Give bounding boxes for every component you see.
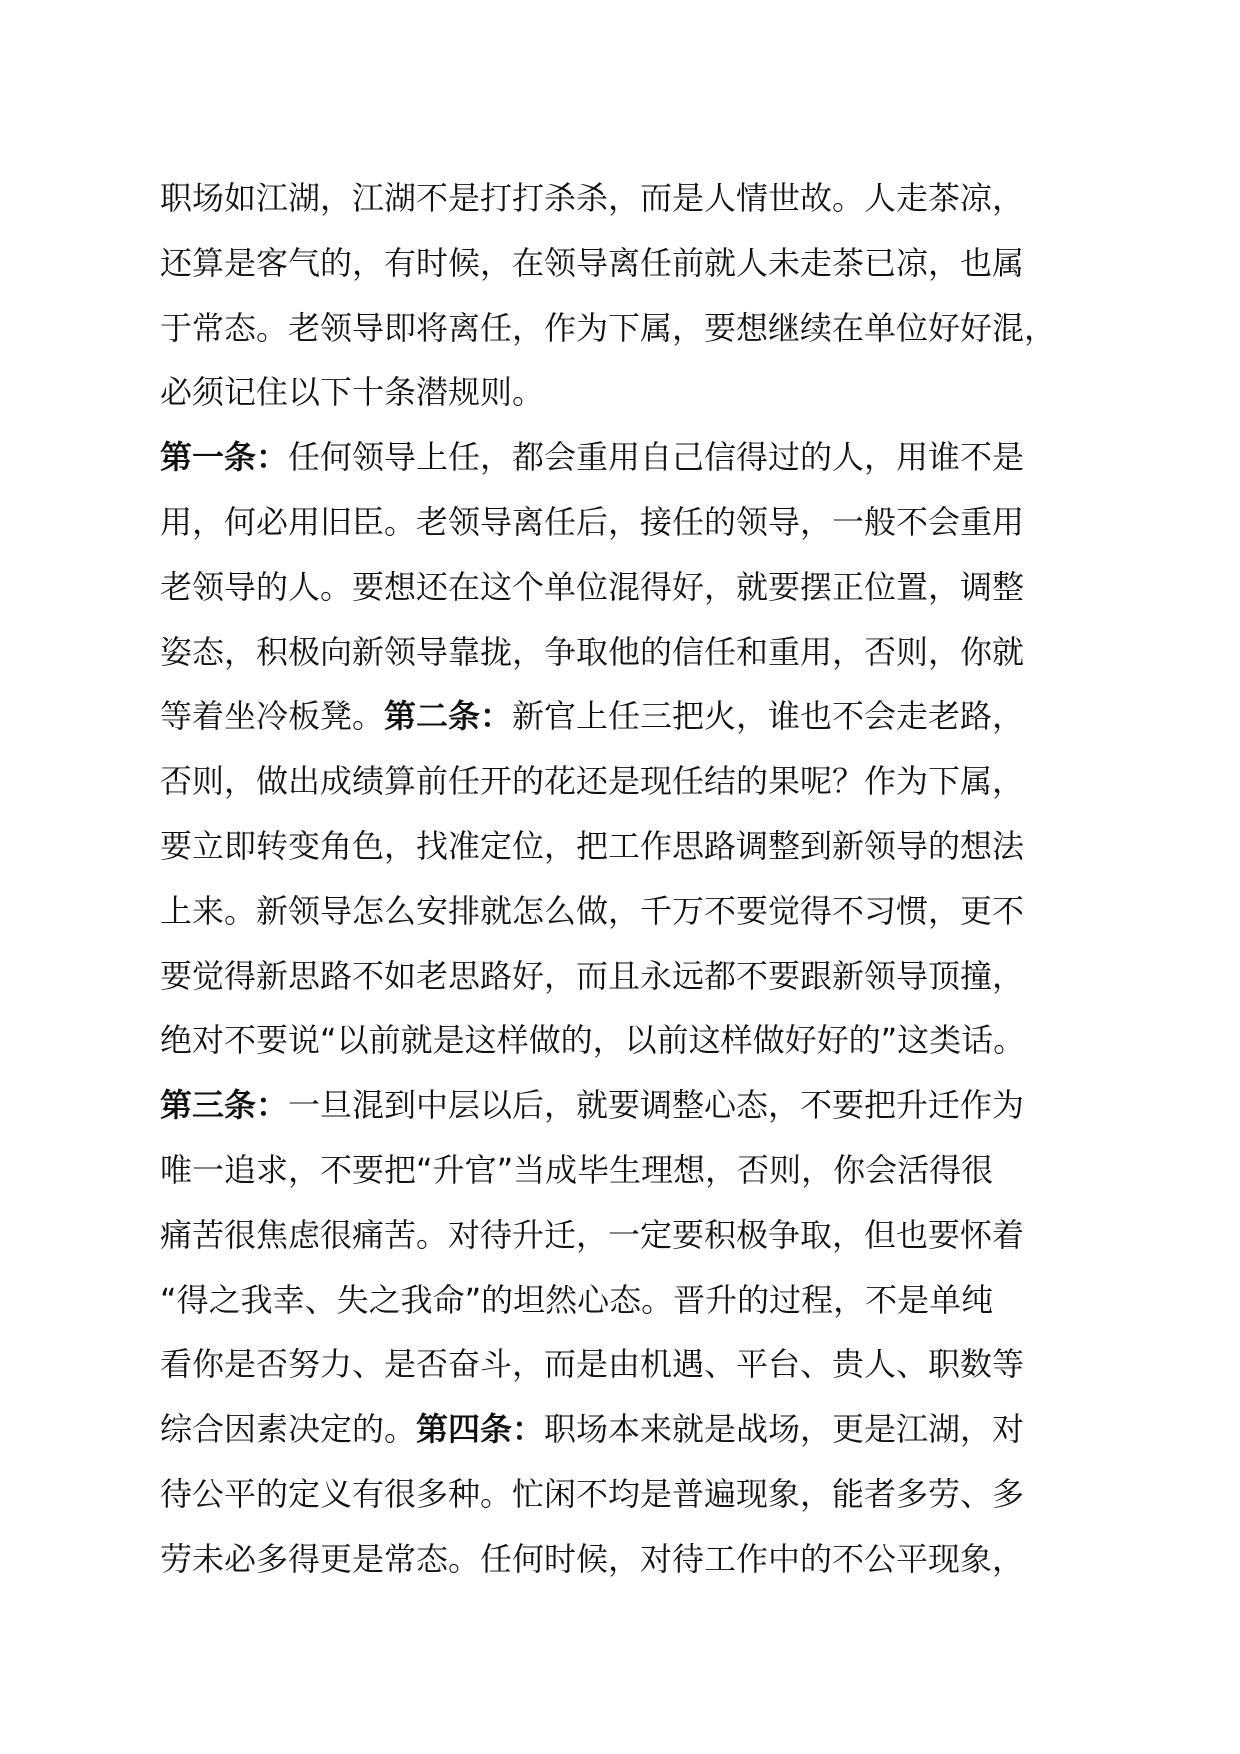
paragraph-text: 等着坐冷板凳。 [160, 697, 385, 736]
paragraph-text: 老领导的人。要想还在这个单位混得好，就要摆正位置，调整 [160, 567, 1025, 606]
paragraph-text: 待公平的定义有很多种。忙闲不均是普遍现象，能者多劳、多 [160, 1474, 1025, 1513]
text-line [160, 1073, 1100, 1138]
paragraph-text: 还算是客气的，有时候，在领导离任前就人未走茶已凉，也属 [160, 243, 1025, 282]
paragraph-text: 新官上任三把火，谁也不会走老路， [512, 697, 1025, 736]
paragraph-text: 一旦混到中层以后，就要调整心态，不要把升迁作为 [288, 1086, 1025, 1125]
text-line [160, 814, 1100, 879]
text-line [160, 296, 1100, 361]
paragraph-text: 必须记住以下十条潜规则。 [160, 373, 545, 412]
paragraph-text: 痛苦很焦虑很痛苦。对待升迁，一定要积极争取，但也要怀着 [160, 1215, 1025, 1254]
paragraph-text: 绝对不要说“以前就是这样做的，以前这样做好好的”这类话。 [160, 1021, 1026, 1060]
paragraph-text: 职场如江湖，江湖不是打打杀杀，而是人情世故。人走茶凉， [160, 179, 1025, 217]
text-line [160, 749, 1100, 814]
paragraph-text: 要立即转变角色，找准定位，把工作思路调整到新领导的想法 [160, 826, 1025, 865]
text-line [160, 879, 1100, 944]
text-line [160, 1268, 1100, 1333]
text-line [160, 1462, 1100, 1527]
paragraph-text: 于常态。老领导即将离任，作为下属，要想继续在单位好好混， [160, 308, 1057, 347]
paragraph-text: 劳未必多得更是常态。任何时候，对待工作中的不公平现象， [160, 1539, 1025, 1578]
text-line [160, 166, 1100, 231]
text-line [160, 1527, 1100, 1592]
text-line [160, 490, 1100, 555]
text-line [160, 1203, 1100, 1268]
paragraph-text: 综合因素决定的。 [160, 1410, 417, 1449]
article-body [160, 166, 1100, 1592]
text-line [160, 425, 1100, 490]
text-line [160, 1397, 1100, 1462]
text-line [160, 620, 1100, 685]
paragraph-text: 任何领导上任，都会重用自己信得过的人，用谁不是 [288, 438, 1025, 477]
text-line [160, 1138, 1100, 1203]
paragraph-text: 否则，做出成绩算前任开的花还是现任结的果呢？作为下属， [160, 762, 1025, 801]
paragraph-text: “得之我幸、失之我命”的坦然心态。晋升的过程，不是单纯 [160, 1280, 994, 1319]
text-line [160, 944, 1100, 1009]
rule-heading: 第三条： [160, 1086, 289, 1125]
rule-heading: 第一条： [160, 438, 289, 477]
text-line [160, 684, 1100, 749]
paragraph-text: 职场本来就是战场，更是江湖，对 [544, 1410, 1025, 1449]
paragraph-text: 看你是否努力、是否奋斗，而是由机遇、平台、贵人、职数等 [160, 1345, 1025, 1384]
paragraph-text: 唯一追求，不要把“升官”当成毕生理想，否则，你会活得很 [160, 1150, 994, 1189]
text-line [160, 360, 1100, 425]
paragraph-text: 要觉得新思路不如老思路好，而且永远都不要跟新领导顶撞， [160, 956, 1025, 995]
text-line [160, 1332, 1100, 1397]
paragraph-text: 用，何必用旧臣。老领导离任后，接任的领导，一般不会重用 [160, 502, 1025, 541]
rule-heading: 第四条： [416, 1410, 545, 1449]
text-line [160, 231, 1100, 296]
text-line [160, 555, 1100, 620]
paragraph-text: 上来。新领导怎么安排就怎么做，千万不要觉得不习惯，更不 [160, 891, 1025, 930]
rule-heading: 第二条： [384, 697, 513, 736]
paragraph-text: 姿态，积极向新领导靠拢，争取他的信任和重用，否则，你就 [160, 632, 1025, 671]
text-line [160, 1008, 1100, 1073]
